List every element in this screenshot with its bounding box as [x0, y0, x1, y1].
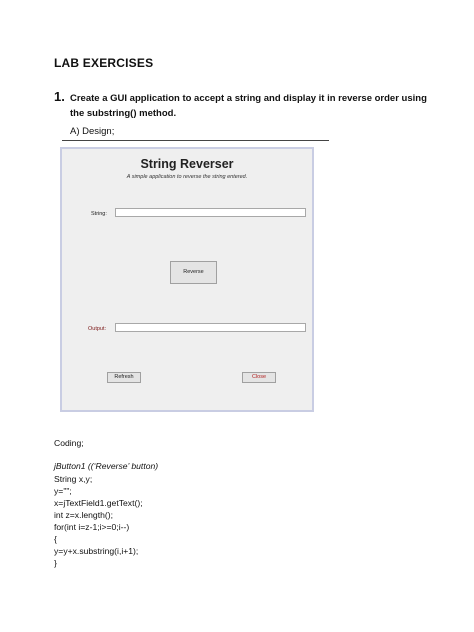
horizontal-rule	[62, 140, 329, 141]
close-button[interactable]: Close	[242, 372, 276, 383]
code-line: String x,y;	[54, 474, 93, 484]
refresh-button[interactable]: Refresh	[107, 372, 141, 383]
exercise-number: 1.	[54, 89, 65, 104]
reverse-button[interactable]: Reverse	[170, 261, 217, 284]
code-line: x=jTextField1.getText();	[54, 498, 143, 508]
code-line: {	[54, 534, 57, 544]
page-heading: LAB EXERCISES	[54, 56, 154, 70]
code-line: int z=x.length();	[54, 510, 113, 520]
method-caption: jButton1 ((‘Reverse’ button)	[54, 461, 159, 471]
code-line: y="";	[54, 486, 72, 496]
string-input[interactable]	[115, 208, 306, 217]
output-field[interactable]	[115, 323, 306, 332]
code-line: }	[54, 558, 57, 568]
exercise-instructions: Create a GUI application to accept a string and display it in reverse order using the substring() method.	[70, 93, 427, 119]
app-subtitle: A simple application to reverse the string entered.	[126, 174, 248, 180]
string-label: String:	[91, 211, 107, 217]
output-label: Output:	[88, 326, 107, 332]
coding-label: Coding;	[54, 438, 84, 448]
app-title: String Reverser	[140, 157, 234, 171]
code-line: y=y+x.substring(i,i+1);	[54, 546, 139, 556]
code-line: for(int i=z-1;i>=0;i--)	[54, 522, 130, 532]
design-label: A) Design;	[70, 126, 115, 137]
app-screenshot	[60, 147, 314, 412]
